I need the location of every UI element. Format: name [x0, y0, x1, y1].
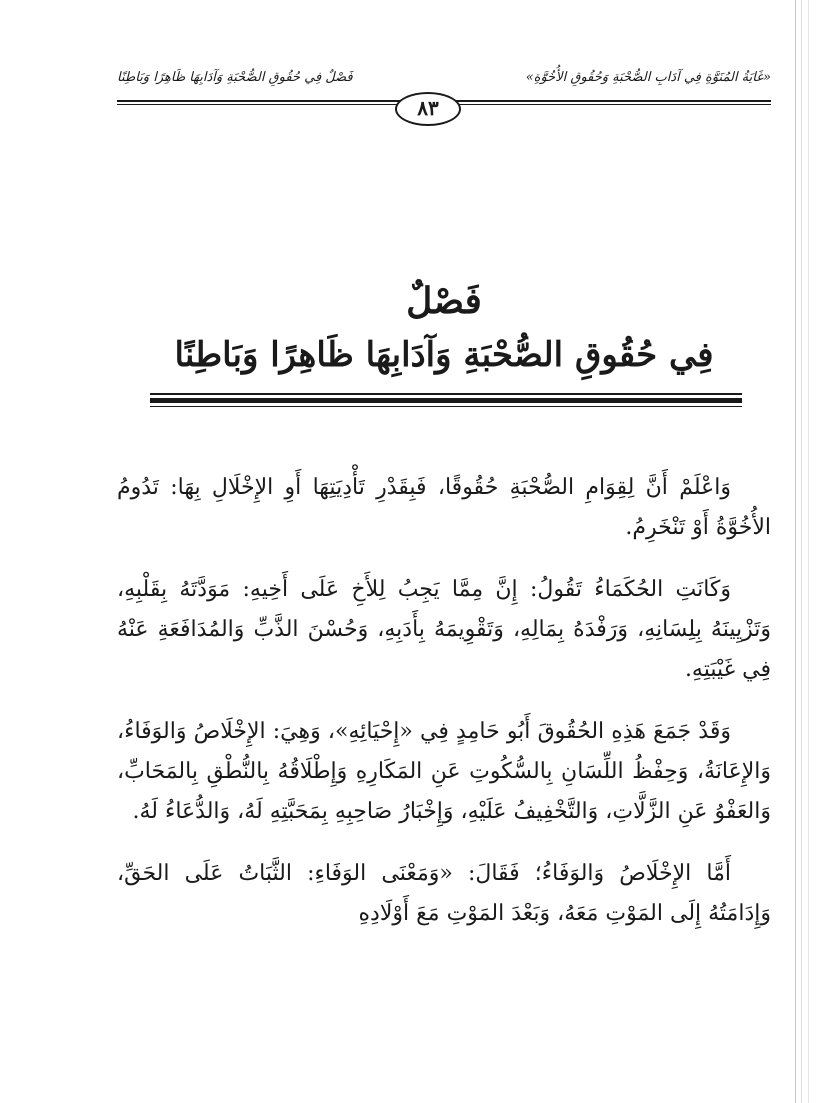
section-title-subtitle: فِي حُقُوقِ الصُّحْبَةِ وَآدَابِهَا ظَاهِرًا وَبَاطِنًا [174, 335, 714, 375]
paragraph: وَاعْلَمْ أَنَّ لِقِوَامِ الصُّحْبَةِ حُقُوقًا، فَبِقَدْرِ تَأْدِيَتِهَا أَوِ الإِخْلَالِ بِهَا: تَدُومُ الأُخُوَّةُ أَوْ تَنْخَرِمُ. [117, 475, 771, 540]
paragraph: وَكَانَتِ الحُكَمَاءُ تَقُولُ: إِنَّ مِمَّا يَجِبُ لِلأَخِ عَلَى أَخِيهِ: مَوَدَّتَهُ بِقَلْبِهِ، وَتَزْيِينَهُ بِلِسَانِهِ، وَرَفْدَهُ بِمَالِهِ، وَتَقْوِيمَهُ بِأَدَبِهِ، وَحُسْنَ الذَّبِّ وَالمُدَافَعَةِ عَنْهُ فِي غَيْبَتِهِ. [117, 577, 771, 682]
paragraph: أَمَّا الإِخْلَاصُ وَالوَفَاءُ؛ فَقَالَ: «وَمَعْنَى الوَفَاءِ: الثَّبَاتُ عَلَى الحَقِّ، وَإِدَامَتُهُ إِلَى المَوْتِ مَعَهُ، وَبَعْدَ المَوْتِ مَعَ أَوْلَادِهِ [117, 861, 771, 926]
page-number: ٨٣ [395, 92, 461, 126]
page-edge-line [795, 0, 796, 1103]
paragraph: وَقَدْ جَمَعَ هَذِهِ الحُقُوقَ أَبُو حَامِدٍ فِي «إِحْيَائِهِ»، وَهِيَ: الإِخْلَاصُ وَالوَفَاءُ، وَالإِعَانَةُ، وَحِفْظُ اللِّسَانِ بِالسُّكُوتِ عَنِ المَكَارِهِ وَإِطْلَاقُهُ بِالنُّطْقِ بِالمَحَابِّ، وَالعَفْوُ عَنِ الزَّلَّاتِ، وَالتَّخْفِيفُ عَلَيْهِ، وَإِخْبَارُ صَاحِبِهِ بِمَحَبَّتِهِ لَهُ، وَالدُّعَاءُ لَهُ. [117, 719, 771, 824]
header-section-title: فَصْلٌ فِي حُقُوقِ الصُّحْبَةِ وَآدَابِهَا ظَاهِرًا وَبَاطِنًا [117, 70, 353, 85]
page-edge-line [801, 0, 802, 1103]
running-header [117, 66, 771, 96]
page-edge-line [808, 0, 809, 1103]
body-text [117, 468, 771, 956]
title-divider [150, 393, 742, 395]
title-divider [150, 406, 742, 407]
header-book-title: «غَايَةُ المُنَوَّةِ فِي آدَابِ الصُّحْبَةِ وَحُقُوقِ الأُخُوَّةِ» [525, 70, 771, 85]
section-title-fasl: فَصْلٌ [406, 280, 482, 322]
title-divider [150, 398, 742, 403]
